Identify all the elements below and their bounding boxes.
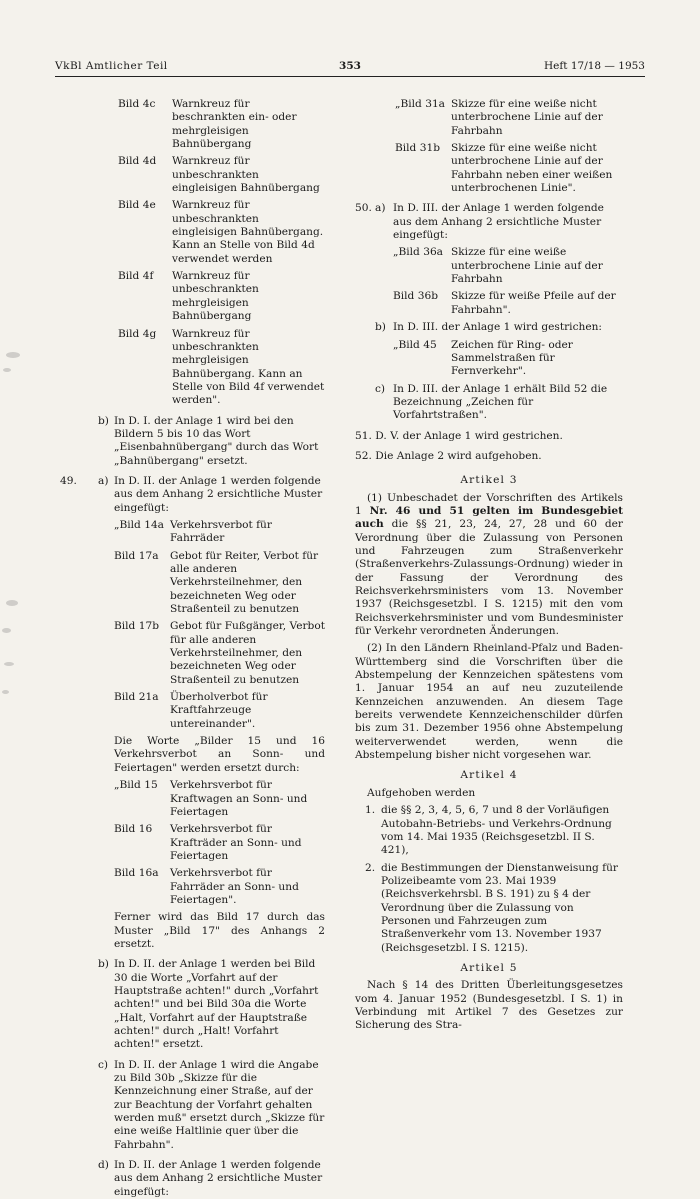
scan-mark (6, 352, 20, 358)
bild-entry (114, 779, 325, 819)
bild-label: Bild 31b (395, 142, 440, 155)
bild-label: Bild 4c (118, 98, 156, 110)
right-column (355, 98, 623, 1033)
item-text: In D. III. der Anlage 1 erhält Bild 52 die Bezeichnung „Zeichen für Vorfahrtstraßen". (393, 382, 608, 422)
list-item (355, 804, 623, 857)
bild-label: „Bild 45 (393, 338, 437, 351)
bild-label: Bild 17b (114, 620, 159, 633)
bild-text: Warnkreuz für beschrankten ein- oder mehrgleisigen Bahnübergang (172, 98, 297, 151)
scan-mark (2, 690, 9, 694)
item-label: b) (98, 958, 109, 971)
scan-mark (2, 628, 11, 633)
item-text: die Bestimmungen der Dienstanweisung für Polizeibeamte vom 23. Mai 1939 (Reichsverkehrsbl. B S. 191) zu § 4 der Verordnung über die Zulassung von Personen und Fahrzeugen zum Straßenverkehr vom 13. November 1937 (Reichsgesetzbl. I S. 1215). (381, 861, 618, 954)
bild-text: Verkehrsverbot für Krafträder an Sonn- und Feiertagen (170, 823, 302, 862)
bild-entry (395, 98, 623, 138)
bild-text: Gebot für Fußgänger, Verbot für alle anderen Verkehrsteilnehmer, den bezeichneten Weg oder Straßenteil zu benutzen (170, 620, 325, 686)
bild-text: Skizze für eine weiße nicht unterbrochene Linie auf der Fahrbahn neben einer weißen unterbrochenen Linie". (451, 142, 613, 195)
bild-text: Skizze für eine weiße unterbrochene Linie auf der Fahrbahn (451, 246, 603, 286)
bild-entry (114, 691, 325, 731)
bild-entry (118, 328, 325, 408)
bild-label: Bild 16a (114, 867, 159, 880)
scan-mark (4, 662, 14, 666)
page-number: 353 (339, 60, 361, 72)
bild-text: Verkehrsverbot für Kraftwagen an Sonn- und Feiertagen (170, 779, 308, 818)
bild-label: Bild 4d (118, 155, 157, 168)
item-text: In D. I. der Anlage 1 wird bei den Bildern 5 bis 10 das Wort „Eisenbahnübergang" durch das Wort „Bahnübergang" ersetzt. (114, 414, 319, 467)
item-49a (60, 475, 325, 515)
item-50b (355, 321, 623, 334)
bild-entry (114, 823, 325, 863)
article-3-paragraph-1 (355, 492, 623, 639)
item-label: b) (375, 321, 386, 334)
bild-text: Warnkreuz für unbeschrankten eingleisigen Bahnübergang. Kann an Stelle von Bild 4d verwendet werden (172, 199, 324, 265)
item-b (60, 958, 325, 1051)
bild-label: Bild 36b (393, 290, 438, 303)
item-text: In D. III. der Anlage 1 werden folgende aus dem Anhang 2 ersichtliche Muster eingefügt: (393, 202, 604, 242)
item-label: b) (98, 414, 109, 427)
article-4-heading: Artikel 4 (460, 769, 518, 782)
bild-text: Skizze für weiße Pfeile auf der Fahrbahn". (451, 290, 616, 316)
bild-label: „Bild 36a (393, 246, 443, 259)
bild-label: Bild 17a (114, 549, 159, 562)
item-label: c) (375, 382, 386, 395)
scan-mark (6, 600, 18, 606)
item-d (60, 1159, 325, 1199)
bild-list-e (355, 246, 623, 317)
item-label: d) (98, 1159, 109, 1172)
item-50a (355, 202, 623, 242)
item-label: a) (98, 474, 109, 487)
bild-entry (114, 620, 325, 687)
issue-info: Heft 17/18 — 1953 (544, 60, 645, 72)
bild-text: Warnkreuz für unbeschrankten eingleisigen Bahnübergang (172, 155, 320, 195)
bild-label: „Bild 14a (114, 518, 164, 531)
bild-entry (114, 867, 325, 907)
bild-text: Warnkreuz für unbeschrankten mehrgleisigen Bahnübergang. Kann an Stelle von Bild 4f verwendet werden". (172, 327, 325, 407)
item-b (60, 415, 325, 468)
bild-label: „Bild 15 (114, 779, 158, 792)
bild-label: Bild 21a (114, 691, 159, 704)
item-label: a) (375, 202, 386, 215)
art3-text-b: die §§ 21, 23, 24, 27, 28 und 60 der Verordnung über die Zulassung von Personen und Fahrzeugen zum Straßenverkehr (Straßenverkehrs-Zulassungs-Ordnung) wieder in der Fassung der Verordnung des Reichsverkehrsministers vom 13. November 1937 (Reichsgesetzbl. I S. 1215) mit den vom Reichsverkehrsminister und vom Bundesminister für Verkehr verordneten Änderungen. (355, 518, 624, 638)
bild-label: „Bild 31a (395, 98, 445, 110)
bild-label: Bild 4g (118, 327, 157, 340)
left-column (60, 98, 325, 1199)
item-text: In D. II. der Anlage 1 werden folgende aus dem Anhang 2 ersichtliche Muster eingefügt: (114, 1159, 323, 1198)
header-rule (55, 76, 645, 77)
bild-entry (355, 339, 623, 379)
bild-text: Skizze für eine weiße nicht unterbrochene Linie auf der Fahrbahn (451, 98, 603, 137)
bild-entry (118, 98, 325, 151)
bild-list-a (60, 98, 325, 408)
bild-entry (118, 270, 325, 323)
bild-text: Warnkreuz für unbeschrankten mehrgleisigen Bahnübergang (172, 270, 259, 323)
bild-entry (393, 290, 623, 317)
bild-text: Überholverbot für Kraftfahrzeuge untereinander". (170, 691, 268, 730)
bild-label: Bild 16 (114, 823, 153, 836)
article-3-paragraph-2: (2) In den Ländern Rheinland-Pfalz und Baden-Württemberg sind die Vorschriften über die Abstempelung der Kennzeichen spätestens vom 1. Januar 1954 an auf neu zuzuteilende Kennzeichen anzuwenden. An diesem Tage bereits verwendete Kennzeichenschilder dürfen bis zum 31. Dezember 1956 ohne Abstempelung weiterverwendet werden, wenn die Abstempelung bisher nicht vorgesehen war. (355, 642, 623, 762)
bild-text: Zeichen für Ring- oder Sammelstraßen für Fernverkehr". (451, 338, 573, 378)
item-label: 2. (365, 861, 376, 874)
art3-text-bold: Nr. 46 und 51 gelten im Bundesgebiet auch (355, 504, 623, 531)
item-number: 49. (60, 474, 77, 487)
item-text: In D. II. der Anlage 1 werden bei Bild 30 die Worte „Vorfahrt auf der Hauptstraße achten!" durch „Vorfahrt achten!" und bei Bild 30a die Worte „Halt, Vorfahrt auf der Hauptstraße achten!" durch „Halt! Vorfahrt achten!" ersetzt. (114, 958, 319, 1051)
bild-label: Bild 4e (118, 199, 156, 212)
item-50c (355, 383, 623, 423)
scan-mark (3, 368, 11, 372)
journal-title: VkBl Amtlicher Teil (55, 60, 168, 72)
bild-text: Gebot für Reiter, Verbot für alle anderen Verkehrsteilnehmer, den bezeichneten Weg oder Straßenteil zu benutzen (170, 549, 319, 616)
article-3-heading: Artikel 3 (460, 474, 518, 487)
item-text: In D. II. der Anlage 1 wird die Angabe zu Bild 30b „Skizze für die Kennzeichnung einer Straße, auf der zur Beachtung der Vorfahrt gehalten werden muß" ersetzt durch „Skizze für eine weiße Haltlinie quer über die Fahrbahn". (114, 1058, 325, 1151)
item-label: 1. (365, 804, 376, 817)
paragraph: Die Worte „Bilder 15 und 16 Verkehrsverbot an Sonn- und Feiertagen" werden ersetzt durch: (114, 735, 325, 774)
article-4-intro: Aufgehoben werden (367, 786, 476, 799)
item-52: 52. Die Anlage 2 wird aufgehoben. (355, 449, 542, 462)
bild-entry (114, 550, 325, 617)
item-text: die §§ 2, 3, 4, 5, 6, 7 und 8 der Vorläufigen Autobahn-Betriebs- und Verkehrs-Ordnung vom 14. Mai 1935 (Reichsgesetzbl. II S. 421), (381, 804, 612, 857)
paragraph: Ferner wird das Bild 17 durch das Muster „Bild 17" des Anhangs 2 ersetzt. (114, 911, 325, 950)
bild-list-c (60, 779, 325, 907)
bild-entry (118, 199, 325, 266)
art3-text-a: (1) Unbeschadet der Vorschriften des Artikels 1 (355, 491, 623, 517)
bild-list-b (60, 519, 325, 731)
bild-entry (393, 246, 623, 286)
item-c (60, 1059, 325, 1152)
bild-label: Bild 4f (118, 270, 154, 283)
item-text: In D. III. der Anlage 1 wird gestrichen: (393, 321, 602, 334)
article-5-paragraph: Nach § 14 des Dritten Überleitungsgesetzes vom 4. Januar 1952 (Bundesgesetzbl. I S. 1) in Verbindung mit Artikel 7 des Gesetzes zur Sicherung des Stra- (355, 979, 623, 1032)
article-5-heading: Artikel 5 (460, 961, 518, 974)
item-number: 50. (355, 202, 372, 215)
item-51: 51. D. V. der Anlage 1 wird gestrichen. (355, 429, 563, 442)
bild-entry (114, 519, 325, 546)
item-text: In D. II. der Anlage 1 werden folgende aus dem Anhang 2 ersichtliche Muster eingefügt: (114, 474, 323, 514)
bild-entry (118, 155, 325, 195)
bild-entry (395, 142, 623, 195)
bild-list-d (355, 98, 623, 195)
list-item (355, 862, 623, 955)
item-label: c) (98, 1058, 109, 1071)
bild-text: Verkehrsverbot für Fahrräder an Sonn- und Feiertagen". (170, 867, 299, 906)
bild-text: Verkehrsverbot für Fahrräder (170, 518, 272, 545)
